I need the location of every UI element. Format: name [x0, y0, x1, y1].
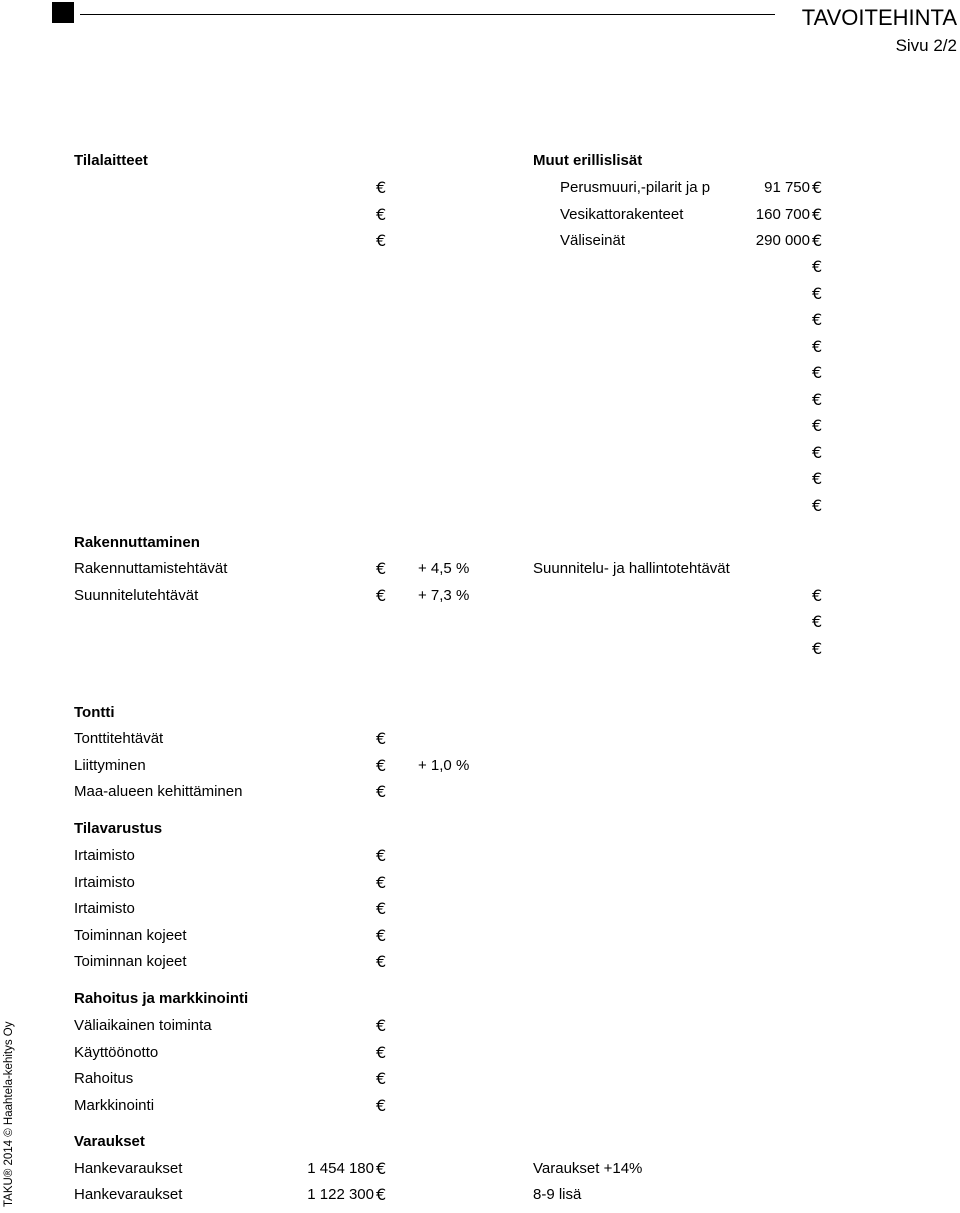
- section-heading-tilalaitteet: Tilalaitteet: [74, 152, 148, 169]
- varaus-note: 8-9 lisä: [533, 1186, 582, 1203]
- erillislisa-value: 290 000: [755, 232, 810, 249]
- erillislisa-value: 160 700: [755, 205, 810, 223]
- tontti-label: Tonttitehtävät: [74, 730, 164, 747]
- rahoitus-label: Rahoitus: [74, 1070, 134, 1087]
- tilavarustus-label: Irtaimisto: [74, 873, 135, 891]
- rakennuttaminen-percentage: + 7,3 %: [418, 586, 470, 604]
- euro-sign-rahoitus: €: [376, 1095, 387, 1115]
- rakennuttaminen-label: Suunnitelutehtävät: [74, 586, 199, 604]
- euro-sign-varaus: €: [376, 1159, 387, 1178]
- section-heading-tilavarustus: Tilavarustus: [74, 820, 163, 837]
- euro-sign-tilavarustus: €: [376, 952, 387, 971]
- tontti-label: Liittyminen: [74, 756, 146, 774]
- erillislisa-label: Vesikattorakenteet: [560, 205, 684, 223]
- euro-sign-tilavarustus: €: [376, 925, 387, 945]
- euro-sign-tilalaitteet: €: [376, 231, 387, 250]
- euro-sign-suunnittelu: €: [812, 612, 823, 631]
- euro-sign-rakennuttaminen: €: [376, 559, 387, 578]
- page-number: Sivu 2/2: [895, 36, 957, 55]
- euro-sign-erillislisa: €: [812, 231, 823, 250]
- euro-sign-erillislisa-empty: €: [812, 442, 823, 462]
- euro-sign-tilavarustus: €: [376, 872, 387, 892]
- varaus-value: 1 454 180: [307, 1160, 374, 1177]
- section-heading-varaukset: Varaukset: [74, 1133, 145, 1150]
- euro-sign-rahoitus: €: [376, 1016, 387, 1035]
- euro-sign-erillislisa-empty: €: [812, 416, 823, 435]
- header-rule: [80, 14, 775, 15]
- euro-sign-rahoitus: €: [376, 1042, 387, 1062]
- erillislisa-value: 91 750: [764, 179, 810, 196]
- varaus-value: 1 122 300: [307, 1186, 374, 1203]
- euro-sign-erillislisa-empty: €: [812, 257, 823, 276]
- header-corner-square: [52, 2, 74, 23]
- section-heading-rahoitus: Rahoitus ja markkinointi: [74, 990, 249, 1007]
- euro-sign-rakennuttaminen: €: [376, 585, 387, 605]
- euro-sign-tontti: €: [376, 782, 387, 801]
- copyright-credit: TAKU® 2014 © Haahtela-kehitys Oy: [3, 1021, 15, 1207]
- euro-sign-erillislisa: €: [812, 204, 823, 224]
- rakennuttaminen-percentage: + 4,5 %: [418, 560, 470, 577]
- euro-sign-varaus: €: [376, 1185, 387, 1204]
- varaus-note: Varaukset +14%: [533, 1160, 643, 1177]
- euro-sign-erillislisa-empty: €: [812, 363, 823, 382]
- euro-sign-suunnittelu: €: [812, 638, 823, 658]
- tontti-label: Maa-alueen kehittäminen: [74, 783, 243, 800]
- suunnittelu-hallinto-label: Suunnitelu- ja hallintotehtävät: [533, 560, 730, 577]
- euro-sign-tilavarustus: €: [376, 846, 387, 865]
- section-heading-tontti: Tontti: [74, 704, 115, 721]
- euro-sign-erillislisa-empty: €: [812, 336, 823, 356]
- document-title: TAVOITEHINTA: [801, 5, 957, 30]
- euro-sign-tilalaitteet: €: [376, 178, 387, 197]
- euro-sign-erillislisa-empty: €: [812, 495, 823, 515]
- rakennuttaminen-label: Rakennuttamistehtävät: [74, 560, 228, 577]
- tontti-percentage: + 1,0 %: [418, 756, 470, 774]
- euro-sign-erillislisa-empty: €: [812, 469, 823, 488]
- euro-sign-tontti: €: [376, 755, 387, 775]
- euro-sign-erillislisa: €: [812, 178, 823, 197]
- euro-sign-tilavarustus: €: [376, 899, 387, 918]
- euro-sign-rahoitus: €: [376, 1069, 387, 1088]
- tilavarustus-label: Irtaimisto: [74, 900, 135, 917]
- tilavarustus-label: Toiminnan kojeet: [74, 953, 187, 970]
- euro-sign-erillislisa-empty: €: [812, 389, 823, 409]
- rahoitus-label: Väliaikainen toiminta: [74, 1017, 212, 1034]
- euro-sign-erillislisa-empty: €: [812, 283, 823, 303]
- euro-sign-suunnittelu: €: [812, 585, 823, 605]
- tilavarustus-label: Irtaimisto: [74, 847, 135, 864]
- euro-sign-tilalaitteet: €: [376, 204, 387, 224]
- tilavarustus-label: Toiminnan kojeet: [74, 926, 187, 944]
- erillislisa-label: Väliseinät: [560, 232, 626, 249]
- euro-sign-erillislisa-empty: €: [812, 310, 823, 329]
- euro-sign-tontti: €: [376, 729, 387, 748]
- section-heading-erillislisat: Muut erillislisät: [533, 152, 643, 169]
- varaus-label: Hankevaraukset: [74, 1160, 183, 1177]
- section-heading-rakennuttaminen: Rakennuttaminen: [74, 534, 200, 551]
- erillislisa-label: Perusmuuri,-pilarit ja p: [560, 179, 711, 196]
- rahoitus-label: Käyttöönotto: [74, 1043, 159, 1061]
- rahoitus-label: Markkinointi: [74, 1096, 155, 1114]
- varaus-label: Hankevaraukset: [74, 1186, 183, 1203]
